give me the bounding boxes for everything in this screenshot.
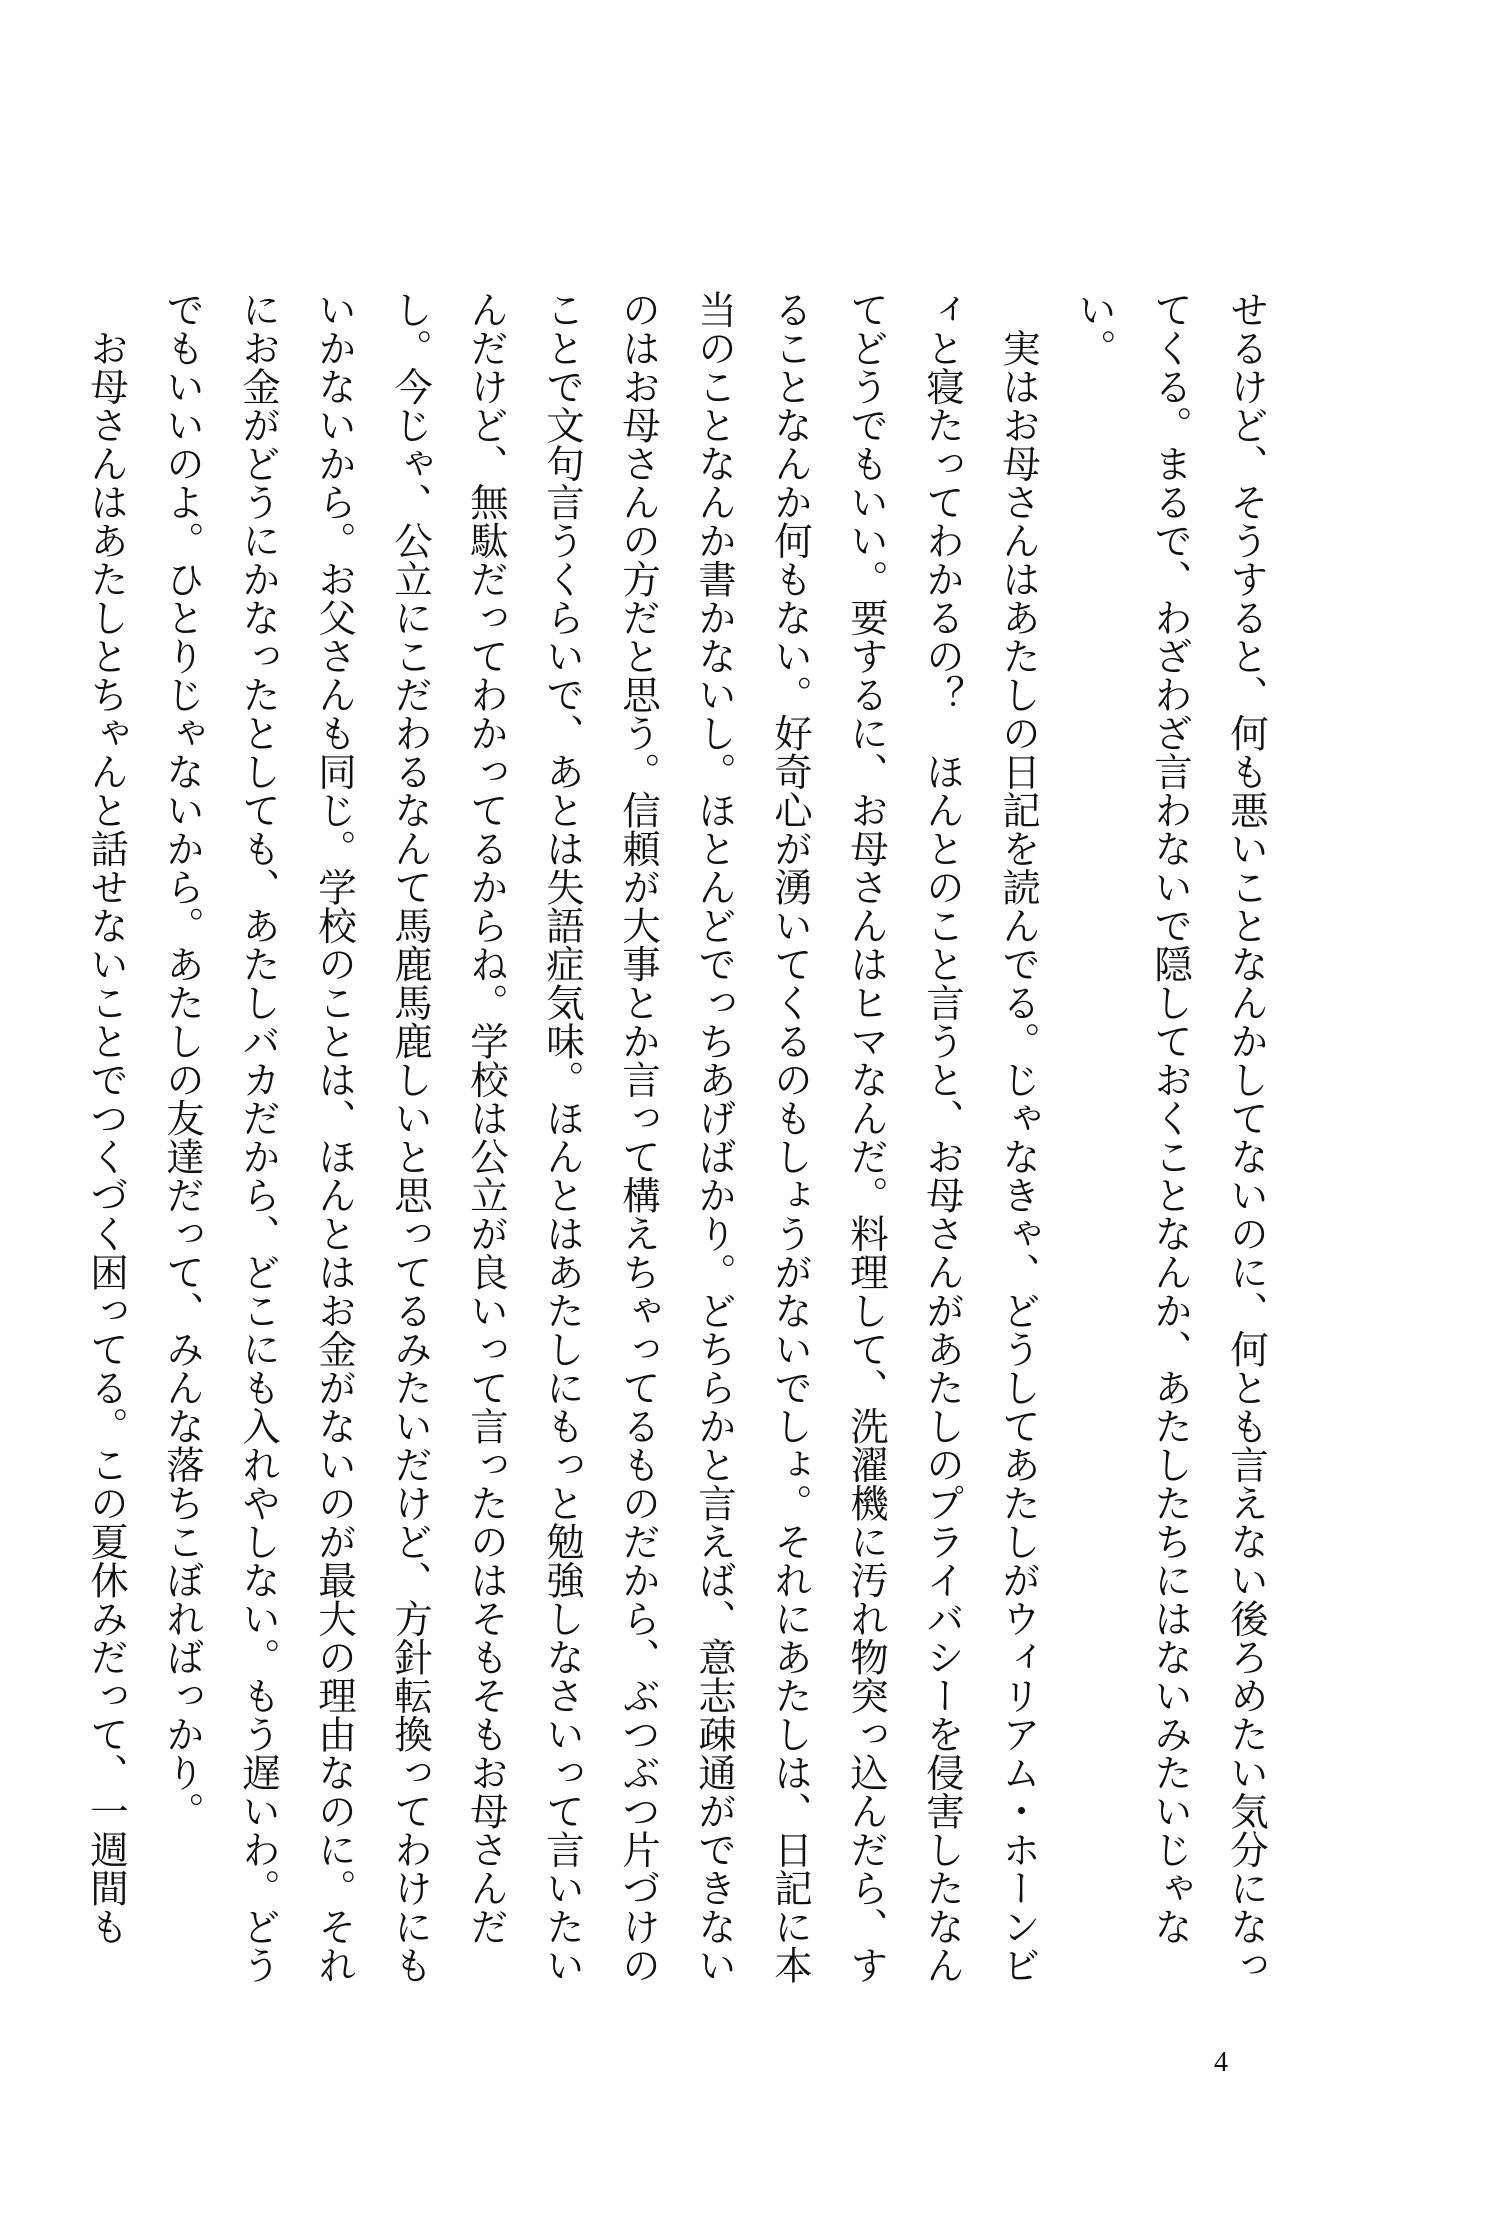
vertical-text-body [68,290,1284,1990]
paragraph-1: せるけど、そうすると、何も悪いことなんかしてないのに、何とも言えない後ろめたい気分になってくる。まるで、わざわざ言わないで隠しておくことなんか、あたしたちにはないみたいじゃない。 [1072,290,1269,1984]
paragraph-2: 実はお母さんはあたしの日記を読んでる。じゃなきゃ、どうしてあたしがウィリアム・ホーンビィと寝たってわかるの？ ほんとのこと言うと、お母さんがあたしのプライバシーを侵害したなんてどうでもいい。要するに、お母さんはヒマなんだ。料理して、洗濯機に汚れ物突っ込んだら、することなんか何もない。好奇心が湧いてくるのもしょうがないでしょ。それにあたしは、日記に本当のことなんか書かないし。ほとんどでっちあげばかり。どちらかと言えば、意志疎通ができないのはお母さんの方だと思う。信頼が大事とか言って構えちゃってるものだから、ぶつぶつ片づけのことで文句言うくらいで、あとは失語症気味。ほんとはあたしにもっと勉強しなさいって言いたいんだけど、無駄だってわかってるからね。学校は公立が良いって言ったのはそもそもお母さんだし。今じゃ、公立にこだわるなんて馬鹿馬鹿しいと思ってるみたいだけど、方針転換ってわけにもいかないから。お父さんも同じ。学校のことは、ほんとはお金がないのが最大の理由なのに。それにお金がどうにかなったとしても、あたしバカだから、どこにも入れやしない。もう遅いわ。どうでもいいのよ。ひとりじゃないから。あたしの友達だって、みんな落ちこぼればっかり。 [160,290,1041,1984]
page-number: 4 [1214,2047,1228,2078]
paragraph-3: お母さんはあたしとちゃんと話せないことでつくづく困ってる。この夏休みだって、一週間も [84,290,129,1946]
